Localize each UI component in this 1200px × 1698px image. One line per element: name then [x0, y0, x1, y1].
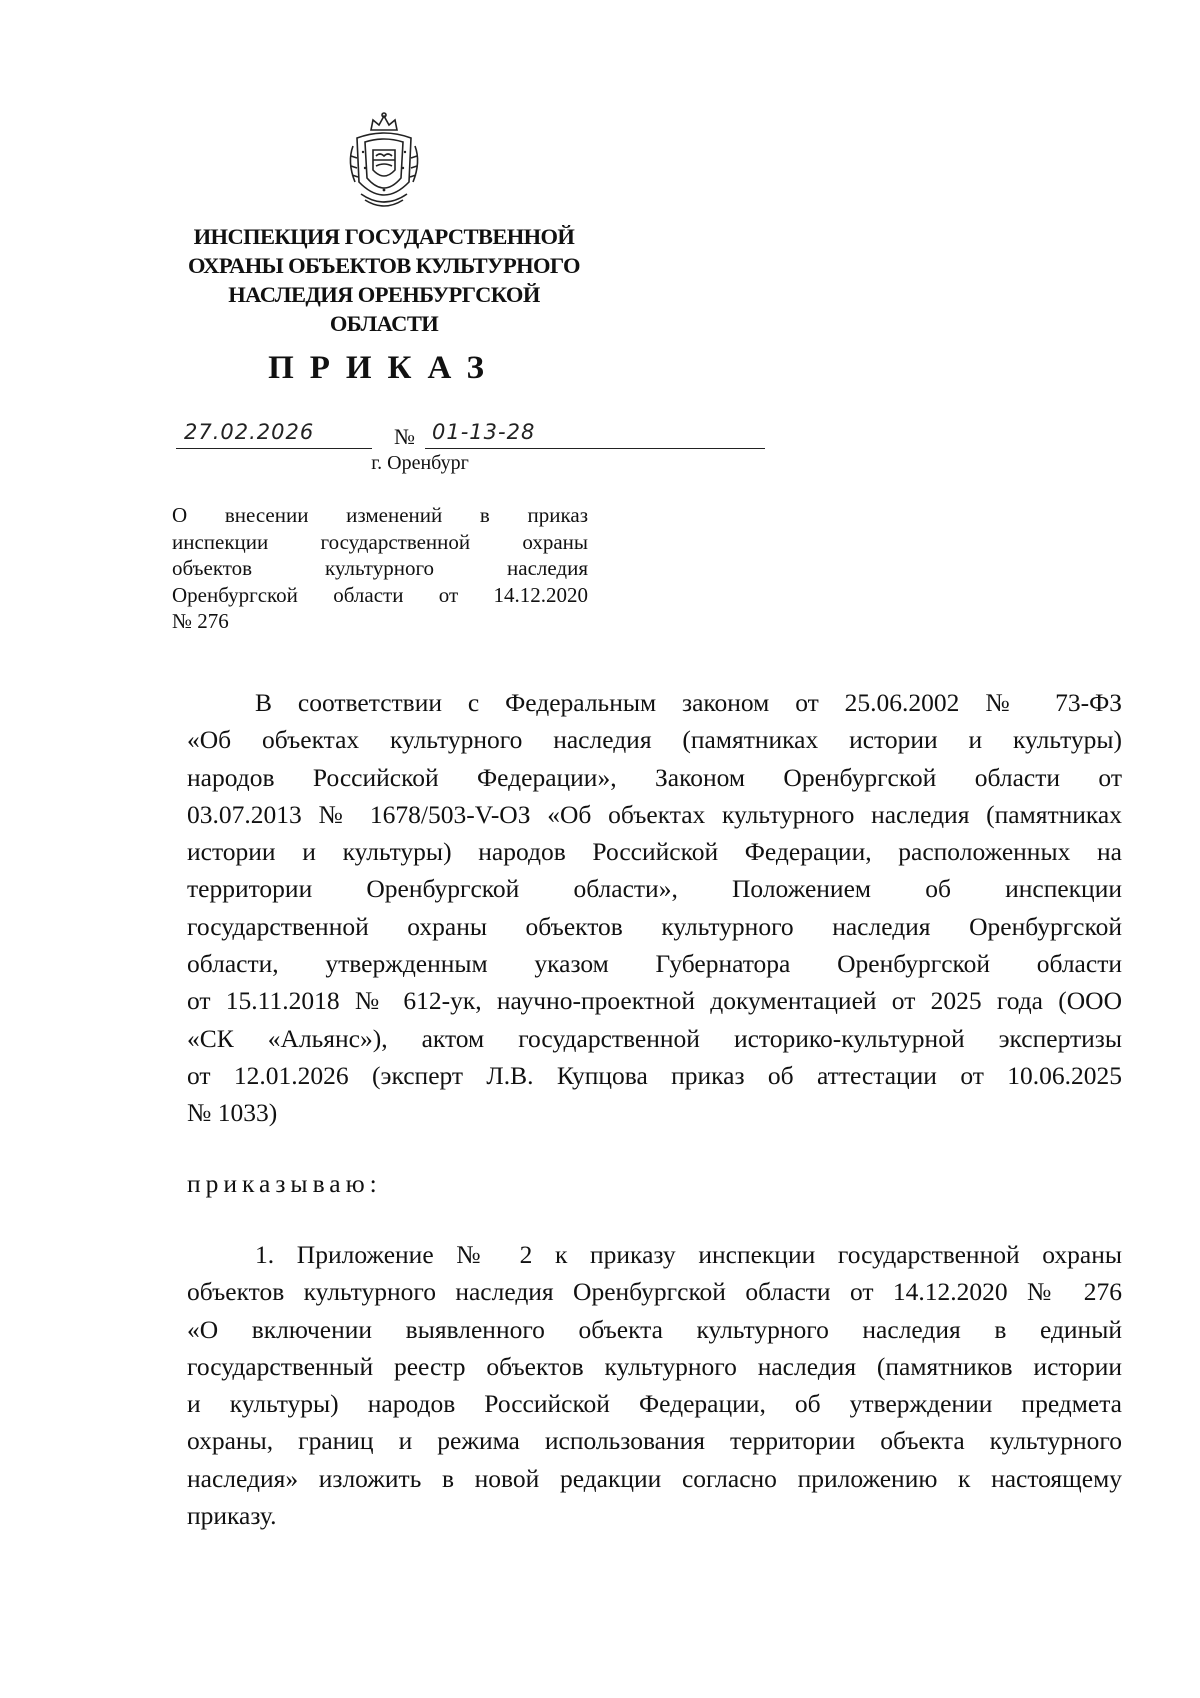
preamble-line: территории Оренбургской области», Положением об инспекции — [187, 874, 1122, 904]
date-underline — [176, 448, 372, 449]
organization-line: ИНСПЕКЦИЯ ГОСУДАРСТВЕННОЙ — [193, 224, 575, 249]
preamble-line: области, утвержденным указом Губернатора Оренбургской области — [187, 949, 1122, 979]
item-line: «О включении выявленного объекта культурного наследия в единый — [187, 1314, 1122, 1344]
item-line: и культуры) народов Российской Федерации, об утверждении предмета — [187, 1389, 1122, 1419]
number-sign: № — [394, 424, 415, 449]
coat-of-arms-icon — [343, 112, 425, 212]
item-line: 1. Приложение № 2 к приказу инспекции государственной охраны — [255, 1240, 1122, 1269]
date-number-line — [170, 418, 600, 452]
city: г. Оренбург — [371, 452, 469, 474]
preamble-line: «Об объектах культурного наследия (памятниках истории и культуры) — [187, 725, 1122, 755]
organization-line: НАСЛЕДИЯ ОРЕНБУРГСКОЙ — [228, 282, 540, 307]
preamble-line: В соответствии с Федеральным законом от 25.06.2002 № 73-ФЗ — [255, 688, 1122, 717]
subject-line: Оренбургской области от 14.12.2020 — [172, 582, 588, 607]
item-line: государственный реестр объектов культурного наследия (памятников истории — [187, 1351, 1122, 1381]
item-line: приказу. — [187, 1501, 277, 1531]
preamble-line: народов Российской Федерации», Законом Оренбургской области от — [187, 762, 1122, 792]
subject-line: № 276 — [172, 609, 229, 633]
preamble-line: № 1033) — [187, 1098, 278, 1128]
preamble-line: «СК «Альянс»), актом государственной историко-культурной экспертизы — [187, 1023, 1122, 1053]
handwritten-number: 01-13-28 — [432, 420, 536, 444]
organization-line: ОХРАНЫ ОБЪЕКТОВ КУЛЬТУРНОГО — [188, 253, 580, 278]
preamble-line: 03.07.2013 № 1678/503-V-ОЗ «Об объектах культурного наследия (памятниках — [187, 799, 1122, 829]
item-line: объектов культурного наследия Оренбургской области от 14.12.2020 № 276 — [187, 1277, 1122, 1307]
subject-line: объектов культурного наследия — [172, 556, 588, 580]
item-line: наследия» изложить в новой редакции согласно приложению к настоящему — [187, 1463, 1122, 1493]
order-item-1 — [187, 1236, 1122, 1534]
organization-name — [170, 222, 598, 338]
document-type-title: ПРИКАЗ — [268, 350, 500, 386]
subject-line: инспекции государственной охраны — [172, 529, 588, 554]
preamble-line: государственной охраны объектов культурного наследия Оренбургской — [187, 911, 1122, 941]
subject-line: О внесении изменений в приказ — [172, 503, 588, 527]
preamble-line: от 12.01.2026 (эксперт Л.В. Купцова приказ об аттестации от 10.06.2025 — [187, 1060, 1122, 1090]
organization-line: ОБЛАСТИ — [329, 311, 439, 336]
preamble-line: истории и культуры) народов Российской Федерации, расположенных на — [187, 837, 1122, 867]
number-underline — [425, 448, 765, 449]
item-line: охраны, границ и режима использования территории объекта культурного — [187, 1426, 1122, 1456]
order-word: приказываю: — [187, 1169, 382, 1198]
handwritten-date: 27.02.2026 — [184, 420, 315, 444]
document-subject — [172, 502, 588, 635]
preamble-line: от 15.11.2018 № 612-ук, научно-проектной документацией от 2025 года (ООО — [187, 986, 1122, 1016]
preamble-paragraph — [187, 684, 1122, 1132]
